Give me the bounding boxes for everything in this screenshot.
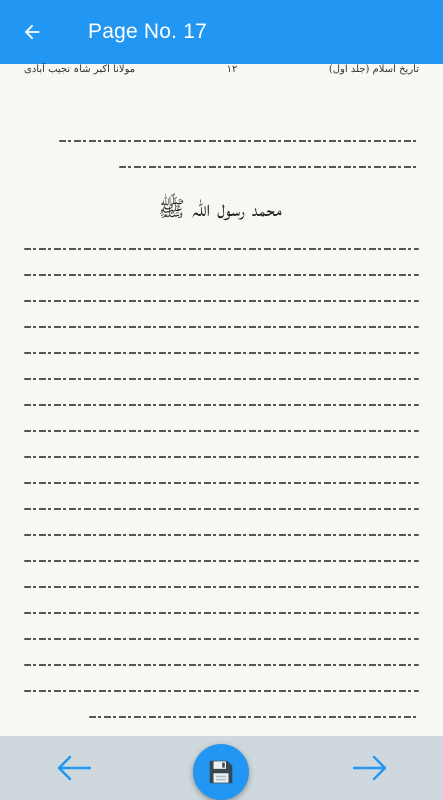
app-bar — [0, 0, 443, 64]
save-button[interactable] — [193, 744, 249, 800]
scanned-page — [0, 64, 443, 736]
text-line — [24, 456, 419, 458]
text-line — [24, 690, 419, 692]
floppy-disk-icon — [206, 757, 236, 787]
chapter-heading: محمد رسول اللہ ﷺ — [158, 197, 282, 222]
text-line — [24, 326, 419, 328]
text-line — [24, 352, 419, 354]
arrow-right-icon — [352, 755, 388, 781]
page-title: Page No. 17 — [88, 20, 207, 43]
text-line — [24, 404, 419, 406]
scan-header — [24, 64, 419, 82]
text-line — [24, 664, 419, 666]
text-line — [24, 560, 419, 562]
scan-header-book-title: تاریخ اسلام (جلد اول) — [328, 64, 419, 75]
arrow-left-icon — [56, 755, 92, 781]
next-page-button[interactable] — [348, 750, 392, 786]
text-line — [59, 140, 419, 142]
text-line — [89, 716, 419, 718]
text-line — [24, 508, 419, 510]
text-line — [24, 534, 419, 536]
text-line — [24, 638, 419, 640]
text-line — [24, 586, 419, 588]
arrow-left-icon — [21, 21, 43, 43]
back-button[interactable] — [0, 0, 64, 64]
text-line — [24, 612, 419, 614]
scan-header-author: مولانا اکبر شاہ نجیب آبادی — [24, 64, 136, 75]
text-line — [24, 248, 419, 250]
text-line — [24, 274, 419, 276]
text-line — [24, 430, 419, 432]
text-line — [24, 482, 419, 484]
text-line — [24, 378, 419, 380]
scan-header-page-number: ۱۲ — [226, 64, 238, 75]
previous-page-button[interactable] — [52, 750, 96, 786]
text-line — [24, 300, 419, 302]
text-line — [119, 166, 419, 168]
